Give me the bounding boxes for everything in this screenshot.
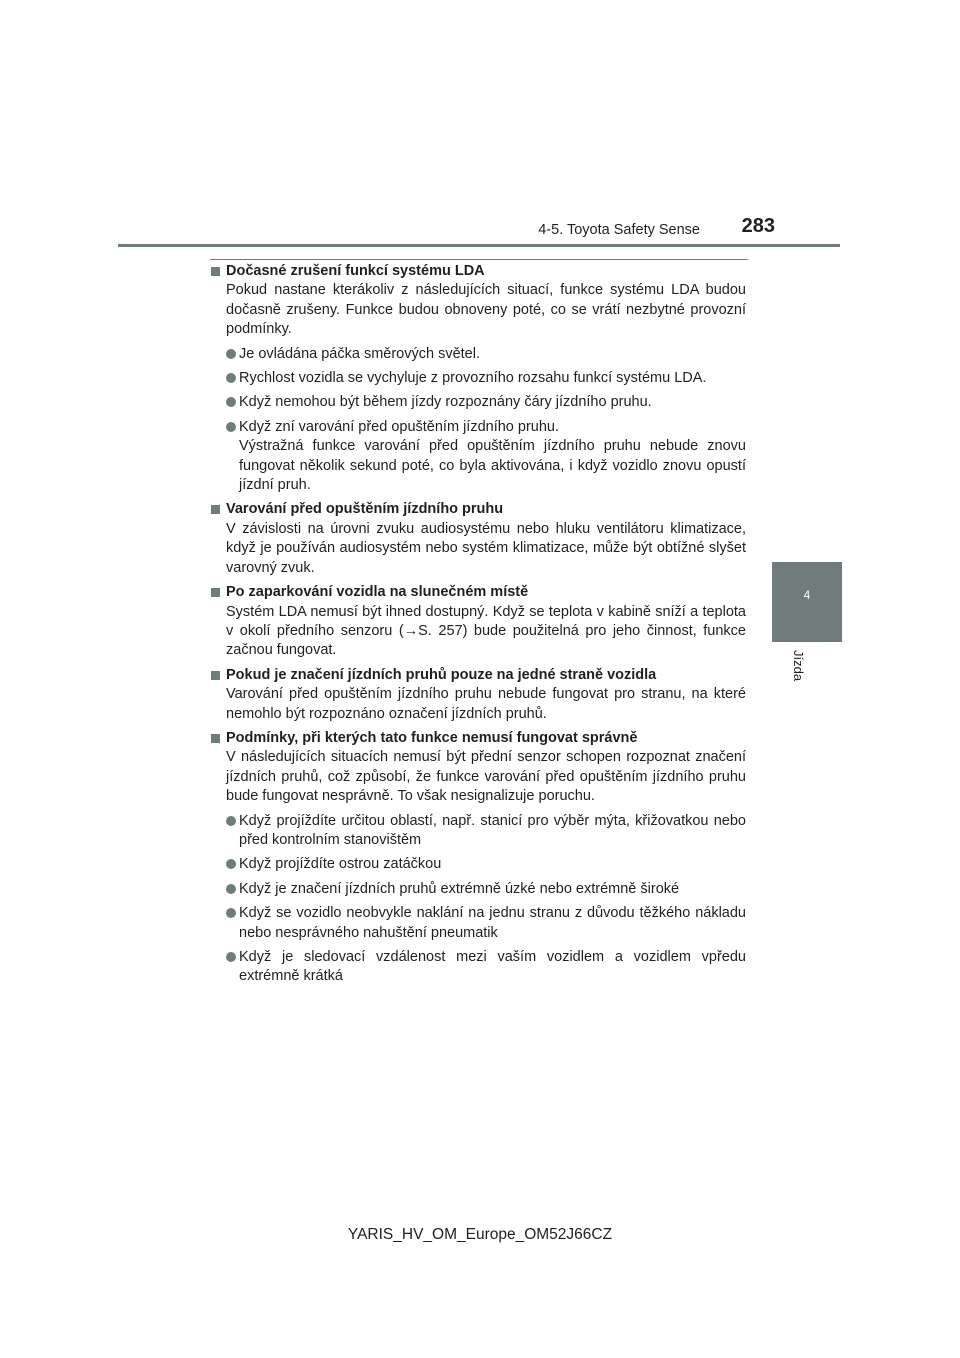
section-heading <box>211 262 746 281</box>
section-sunny-parking <box>211 583 746 661</box>
chapter-tab <box>772 562 842 642</box>
section-paragraph: Systém LDA nemusí být ihned dostupný. Když se teplota v kabině sníží a teplota v okolí předního senzoru (→S. 257) bude použitelná pro jeho činnost, funkce začnou fungovat. <box>226 603 746 659</box>
heading-text: Varování před opuštěním jízdního pruhu <box>226 501 504 518</box>
chapter-number: 4 <box>803 588 811 602</box>
list-item-text: Když zní varování před opuštěním jízdního pruhu. <box>239 418 559 435</box>
list-item-text: Když projíždíte určitou oblastí, např. stanicí pro výběr mýta, křižovatkou nebo před kontrolním stanovištěm <box>239 812 746 848</box>
section-paragraph: V závislosti na úrovni zvuku audiosystému nebo hluku ventilátoru klimatizace, když je používán audiosystém nebo systém klimatizace, může být obtížné slyšet varovný zvuk. <box>226 520 746 576</box>
square-bullet-icon <box>211 588 220 597</box>
list-item <box>211 904 746 943</box>
section-lane-departure-warning <box>211 500 746 578</box>
round-bullet-icon <box>226 952 236 962</box>
round-bullet-icon <box>226 422 236 432</box>
list-item <box>211 345 746 364</box>
list-item-text: Když projíždíte ostrou zatáčkou <box>239 856 442 873</box>
list-item-text: Když se vozidlo neobvykle naklání na jednu stranu z důvodu těžkého nákladu nebo nesprávného nahuštění pneumatik <box>239 905 746 941</box>
list-item-text: Když je značení jízdních pruhů extrémně úzké nebo extrémně široké <box>239 880 680 897</box>
round-bullet-icon <box>226 816 236 826</box>
list-item-text: Je ovládána páčka směrových světel. <box>239 345 480 362</box>
page-number: 283 <box>741 215 775 237</box>
section-malfunction-conditions <box>211 729 746 987</box>
list-item <box>211 393 746 412</box>
list-item-text: Rychlost vozidla se vychyluje z provozního rozsahu funkcí systému LDA. <box>239 370 707 387</box>
list-item <box>211 855 746 874</box>
square-bullet-icon <box>211 505 220 514</box>
list-item <box>211 369 746 388</box>
square-bullet-icon <box>211 267 220 276</box>
round-bullet-icon <box>226 859 236 869</box>
list-item-text: Když nemohou být během jízdy rozpoznány čáry jízdního pruhu. <box>239 394 652 411</box>
section-paragraph: Pokud nastane kterákoliv z následujících situací, funkce systému LDA budou dočasně zrušeny. Funkce budou obnoveny poté, co se vrátí nezbytné provozní podmínky. <box>226 282 746 338</box>
section-heading <box>211 583 746 602</box>
heading-text: Po zaparkování vozidla na slunečném místě <box>226 584 529 601</box>
round-bullet-icon <box>226 397 236 407</box>
chapter-title: Jízda <box>791 650 806 682</box>
list-item <box>211 880 746 899</box>
section-title: 4-5. Toyota Safety Sense <box>538 222 700 238</box>
section-lda-temporary-cancel <box>211 262 746 495</box>
heading-text: Pokud je značení jízdních pruhů pouze na jedné straně vozidla <box>226 666 657 683</box>
list-item-subtext: Výstražná funkce varování před opuštěním jízdního pruhu nebude znovu fungovat několik sekund poté, co byla aktivována, i když vozidlo znovu opustí jízdní pruh. <box>239 438 746 494</box>
list-item <box>211 948 746 987</box>
section-paragraph: Varování před opuštěním jízdního pruhu nebude fungovat pro stranu, na které nemohlo být rozpoznáno označení jízdních pruhů. <box>226 686 746 722</box>
heading-text: Podmínky, při kterých tato funkce nemusí fungovat správně <box>226 729 638 746</box>
round-bullet-icon <box>226 349 236 359</box>
section-heading <box>211 666 746 685</box>
list-item <box>211 418 746 496</box>
round-bullet-icon <box>226 884 236 894</box>
content-divider <box>210 259 748 260</box>
document-code: YARIS_HV_OM_Europe_OM52J66CZ <box>347 1226 613 1243</box>
list-item <box>211 812 746 851</box>
page-content <box>211 262 746 992</box>
header-divider <box>118 244 840 247</box>
list-item-text: Když je sledovací vzdálenost mezi vaším vozidlem a vozidlem vpředu extrémně krátká <box>239 949 746 985</box>
square-bullet-icon <box>211 671 220 680</box>
round-bullet-icon <box>226 908 236 918</box>
section-heading <box>211 500 746 519</box>
section-heading <box>211 729 746 748</box>
round-bullet-icon <box>226 373 236 383</box>
section-one-side-markings <box>211 666 746 724</box>
heading-text: Dočasné zrušení funkcí systému LDA <box>226 263 485 279</box>
section-paragraph: V následujících situacích nemusí být přední senzor schopen rozpoznat značení jízdních pruhů, což způsobí, že funkce varování před opuštěním jízdního pruhu bude fungovat nesprávně. To však nesignalizuje poruchu. <box>226 749 746 805</box>
square-bullet-icon <box>211 734 220 743</box>
